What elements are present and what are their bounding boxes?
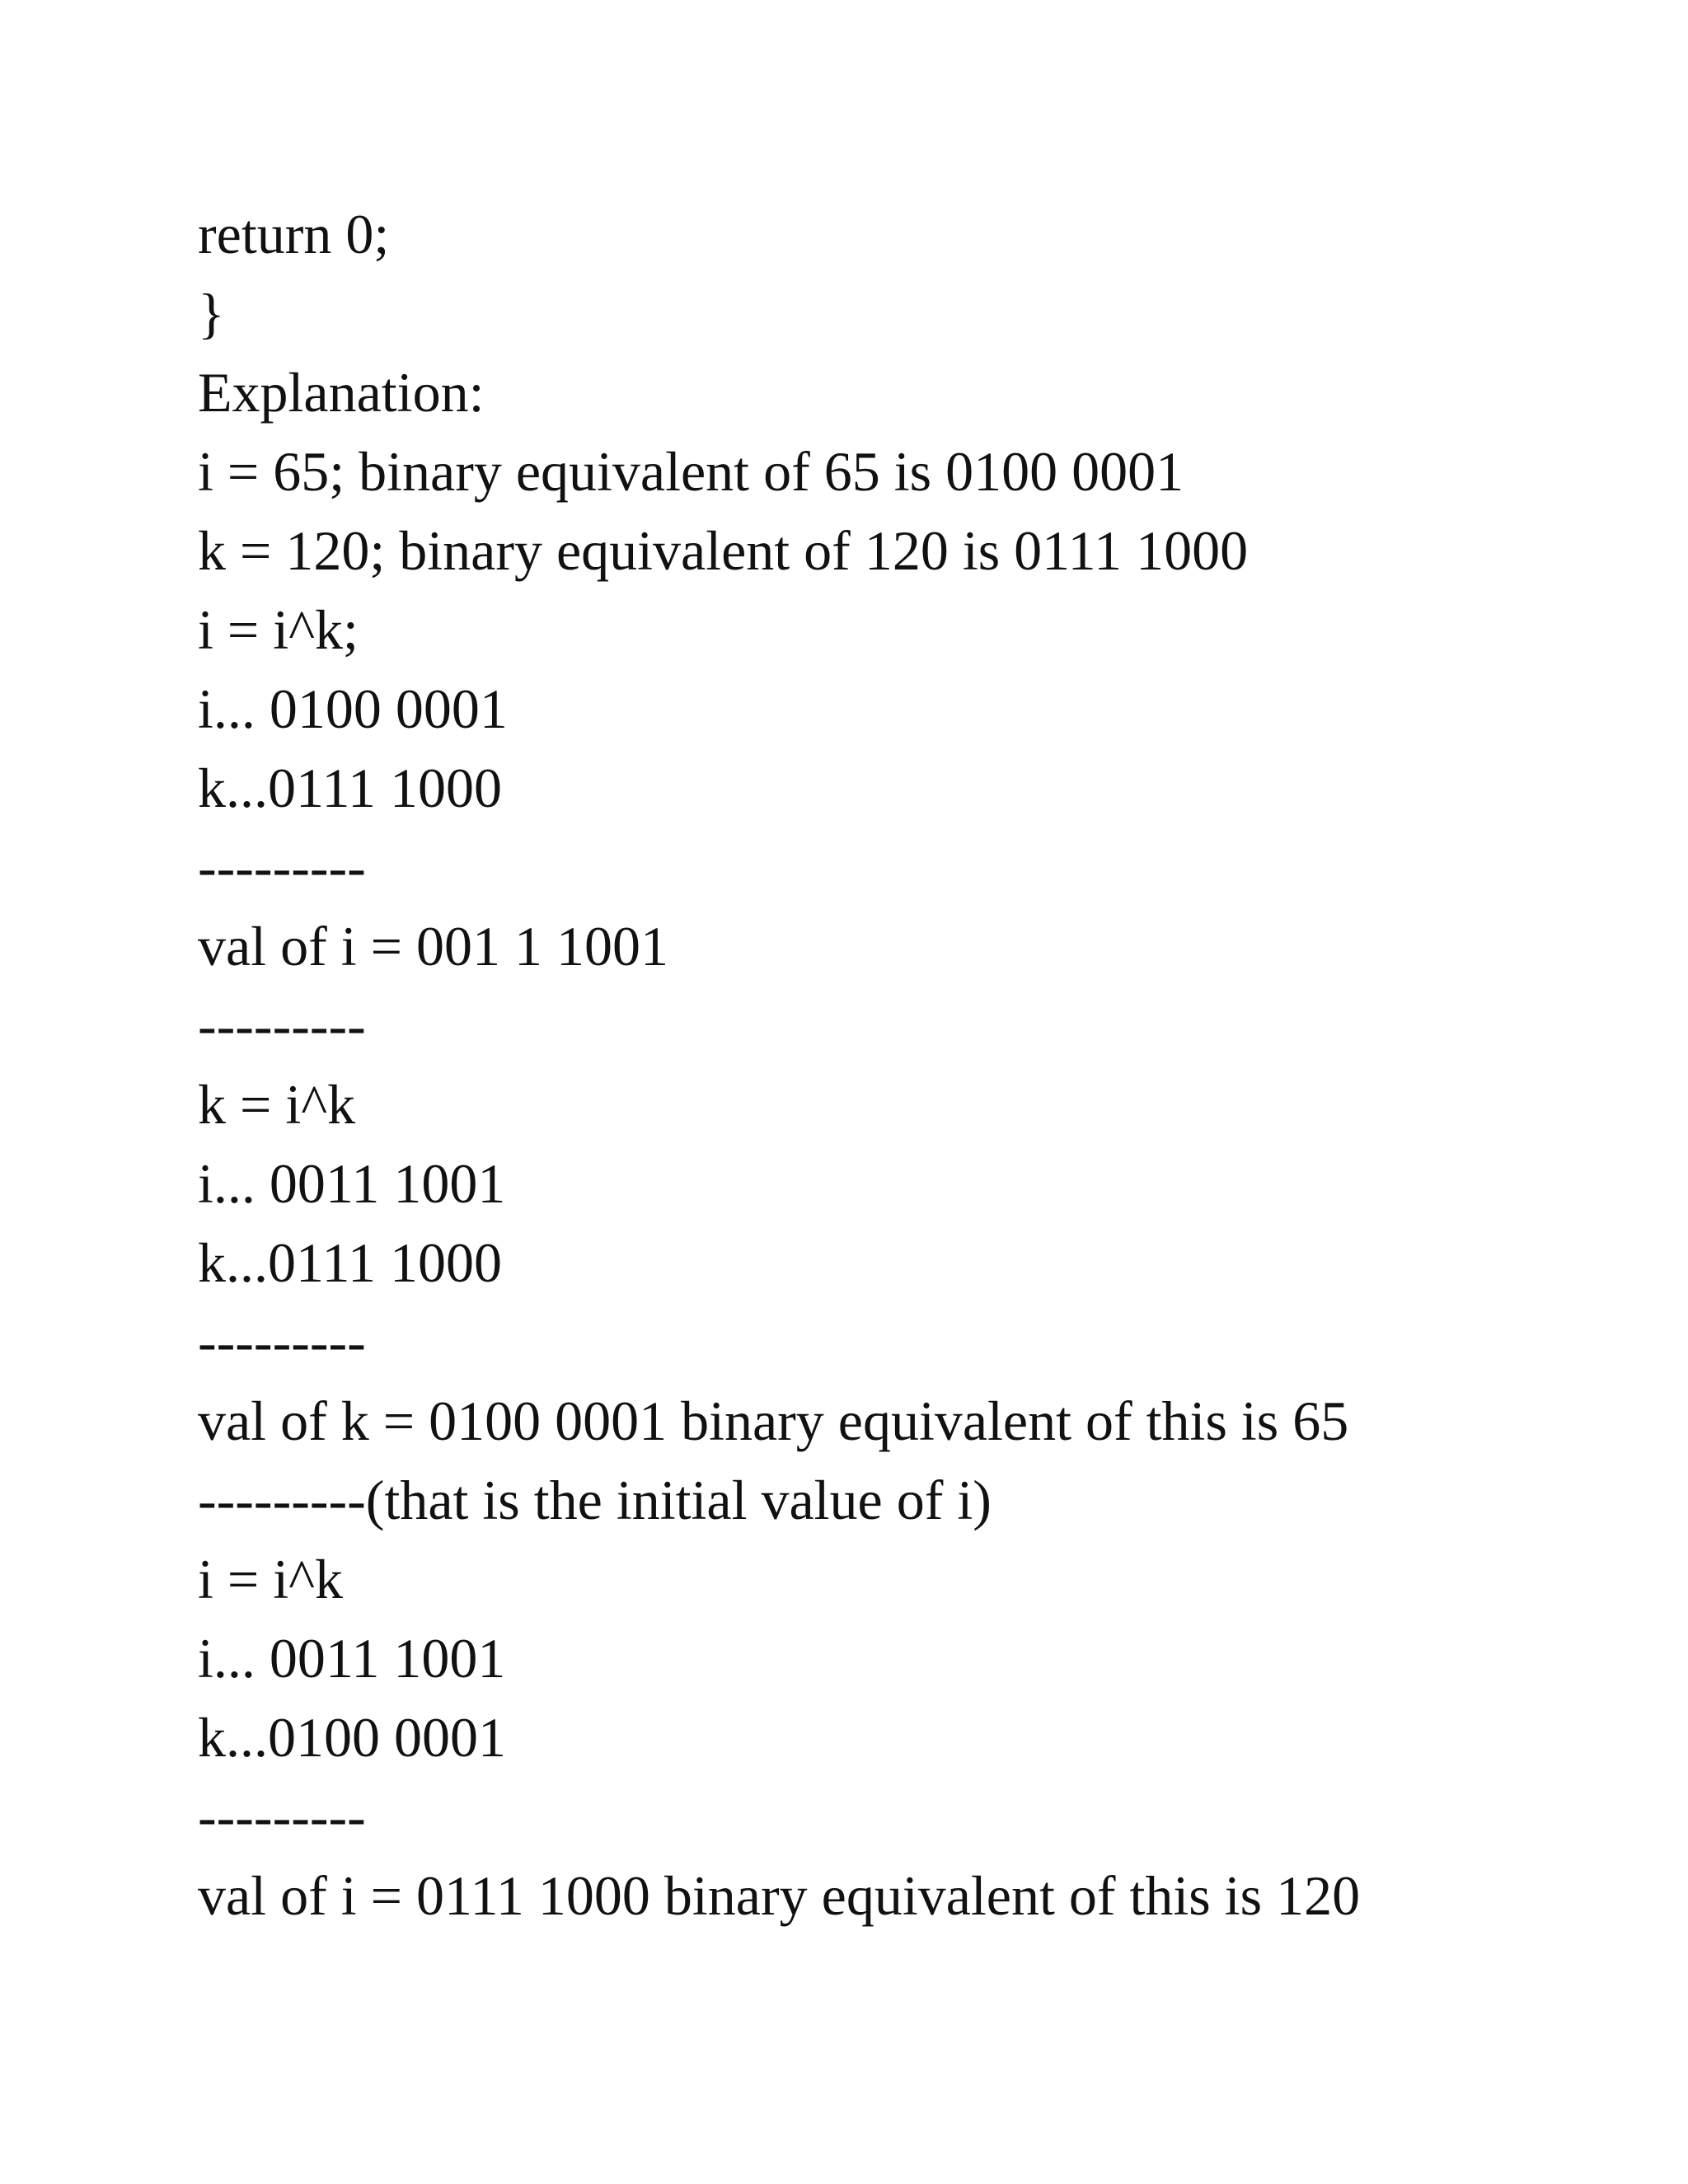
text-line-result-i: val of i = 001 1 1001 <box>198 915 668 977</box>
text-line-step-2: k = i^k <box>198 1073 356 1136</box>
separator-line: --------- <box>198 836 366 898</box>
explanation-heading: Explanation: <box>198 361 485 424</box>
text-line-i-assignment: i = 65; binary equivalent of 65 is 0100 0001 <box>198 440 1184 503</box>
text-line-step-3: i = i^k <box>198 1548 344 1610</box>
separator-line: --------- <box>198 994 366 1057</box>
explanation-text-block <box>198 194 1599 1935</box>
text-line-k-bits: k...0111 1000 <box>198 757 502 819</box>
text-line-result-k: val of k = 0100 0001 binary equivalent of this is 65 <box>198 1390 1349 1452</box>
separator-line: --------- <box>198 1785 366 1848</box>
text-line-k-assignment: k = 120; binary equivalent of 120 is 0111 1000 <box>198 519 1249 582</box>
separator-line: --------- <box>198 1310 366 1373</box>
text-line-i-bits: i... 0011 1001 <box>198 1627 506 1690</box>
code-line-return: return 0; <box>198 203 390 265</box>
text-line-k-bits: k...0111 1000 <box>198 1231 502 1294</box>
text-line-i-bits: i... 0100 0001 <box>198 677 508 740</box>
text-line-final-result: val of i = 0111 1000 binary equivalent of this is 120 <box>198 1864 1361 1927</box>
code-line-closing-brace: } <box>198 282 225 344</box>
text-line-i-bits: i... 0011 1001 <box>198 1152 506 1215</box>
text-line-step-1: i = i^k; <box>198 598 359 661</box>
separator-with-note: ---------(that is the initial value of i) <box>198 1469 992 1531</box>
text-line-k-bits: k...0100 0001 <box>198 1706 506 1769</box>
